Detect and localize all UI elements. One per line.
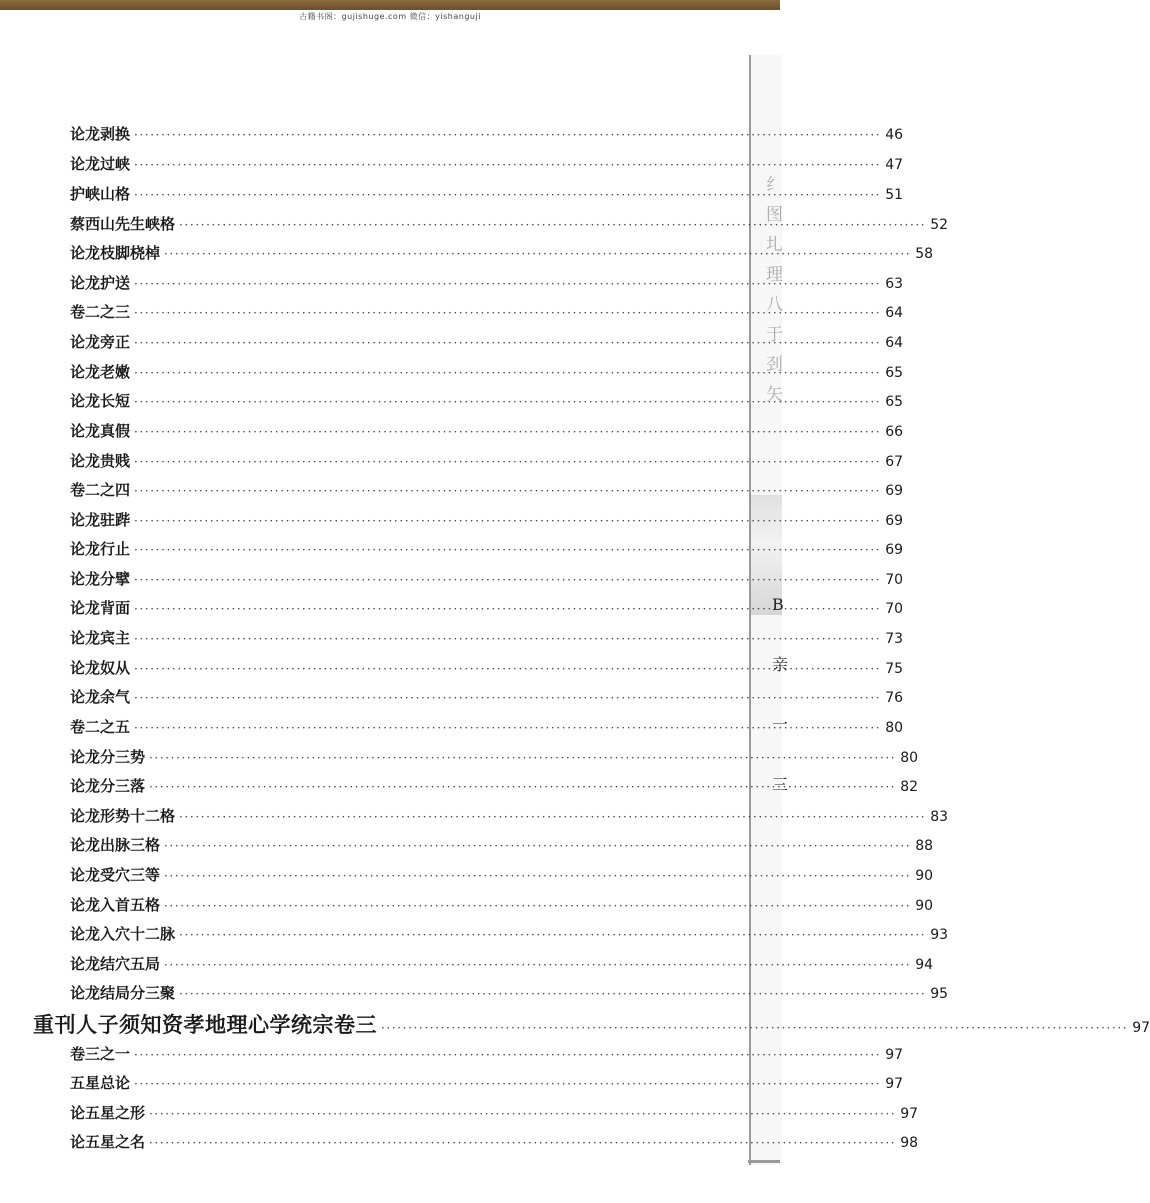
toc-entry[interactable] xyxy=(70,387,904,416)
toc-volume-heading[interactable] xyxy=(33,1010,1150,1039)
toc-leader-dots xyxy=(134,625,881,654)
toc-entry[interactable] xyxy=(70,447,904,476)
toc-page-number: 63 xyxy=(885,276,904,292)
toc-page-number: 98 xyxy=(900,1135,919,1151)
toc-page-number: 70 xyxy=(885,601,904,617)
toc-entry[interactable] xyxy=(70,565,904,594)
toc-page-number: 70 xyxy=(885,572,904,588)
toc-entry[interactable] xyxy=(70,802,949,831)
toc-entry[interactable] xyxy=(70,920,949,949)
toc-leader-dots xyxy=(134,1070,881,1099)
toc-page-number: 95 xyxy=(930,986,949,1002)
toc-leader-dots xyxy=(134,270,881,299)
toc-label: 论五星之形 xyxy=(70,1104,146,1122)
toc-page-number: 65 xyxy=(885,365,904,381)
toc-leader-dots xyxy=(179,980,926,1009)
toc-label: 论龙旁正 xyxy=(70,333,131,351)
toc-section-heading[interactable] xyxy=(70,298,904,327)
toc-label: 重刊人子须知资孝地理心学统宗卷三 xyxy=(33,1012,377,1037)
toc-label: 卷二之五 xyxy=(70,718,131,736)
toc-entry[interactable] xyxy=(70,150,904,179)
toc-entry[interactable] xyxy=(70,269,904,298)
toc-page-number: 75 xyxy=(885,661,904,677)
toc-page-number: 76 xyxy=(885,690,904,706)
toc-leader-dots xyxy=(381,1014,1128,1043)
toc-label: 论龙贵贱 xyxy=(70,452,131,470)
toc-label: 论龙行止 xyxy=(70,540,131,558)
toc-label: 论龙分擘 xyxy=(70,570,131,588)
fragment-char: 刭 xyxy=(766,355,783,375)
fragment-char: 一 xyxy=(772,715,789,734)
toc-label: 五星总论 xyxy=(70,1074,131,1092)
fragment-char: 矢 xyxy=(766,385,783,405)
adjacent-page-bottom-line xyxy=(748,1160,780,1163)
toc-page-number: 97 xyxy=(885,1047,904,1063)
toc-page-number: 93 xyxy=(930,927,949,943)
toc-label: 论龙真假 xyxy=(70,422,131,440)
toc-leader-dots xyxy=(179,803,926,832)
toc-page-number: 69 xyxy=(885,513,904,529)
toc-page-number: 82 xyxy=(900,779,919,795)
toc-page-number: 67 xyxy=(885,454,904,470)
toc-label: 论龙余气 xyxy=(70,688,131,706)
toc-page-number: 90 xyxy=(915,898,934,914)
toc-label: 论龙受穴三等 xyxy=(70,866,161,884)
toc-leader-dots xyxy=(134,684,881,713)
toc-entry[interactable] xyxy=(70,624,904,653)
toc-entry[interactable] xyxy=(70,506,904,535)
toc-label: 论龙结穴五局 xyxy=(70,955,161,973)
toc-leader-dots xyxy=(134,121,881,150)
toc-page-number: 65 xyxy=(885,394,904,410)
toc-leader-dots xyxy=(134,477,881,506)
toc-entry[interactable] xyxy=(70,683,904,712)
toc-leader-dots xyxy=(134,181,881,210)
toc-leader-dots xyxy=(134,1041,881,1070)
toc-label: 论龙奴从 xyxy=(70,659,131,677)
toc-leader-dots xyxy=(149,744,896,773)
toc-label: 论龙过峡 xyxy=(70,155,131,173)
toc-label: 论龙宾主 xyxy=(70,629,131,647)
toc-label: 论龙长短 xyxy=(70,392,131,410)
toc-page-number: 52 xyxy=(930,217,949,233)
toc-entry[interactable] xyxy=(70,180,904,209)
toc-section-heading[interactable] xyxy=(70,1040,904,1069)
fragment-char: 亲 xyxy=(772,655,789,674)
toc-entry[interactable] xyxy=(70,328,904,357)
toc-leader-dots xyxy=(149,1129,896,1158)
toc-leader-dots xyxy=(134,595,881,624)
fragment-char: 于 xyxy=(766,325,783,345)
toc-leader-dots xyxy=(134,359,881,388)
toc-label: 论龙分三落 xyxy=(70,777,146,795)
toc-entry[interactable] xyxy=(70,831,934,860)
toc-page-number: 73 xyxy=(885,631,904,647)
toc-entry[interactable] xyxy=(70,1069,904,1098)
top-decorative-bar xyxy=(0,0,780,10)
fragment-char: 三 xyxy=(772,775,789,794)
toc-leader-dots xyxy=(134,714,881,743)
toc-label: 论五星之名 xyxy=(70,1133,146,1151)
toc-label: 论龙形势十二格 xyxy=(70,807,176,825)
toc-page-number: 94 xyxy=(915,957,934,973)
toc-page-number: 88 xyxy=(915,838,934,854)
toc-label: 论龙结局分三聚 xyxy=(70,984,176,1002)
toc-page-number: 64 xyxy=(885,305,904,321)
toc-page-number: 66 xyxy=(885,424,904,440)
toc-leader-dots xyxy=(164,832,911,861)
toc-leader-dots xyxy=(134,655,881,684)
toc-entry[interactable] xyxy=(70,239,934,268)
toc-leader-dots xyxy=(134,507,881,536)
toc-page-number: 51 xyxy=(885,187,904,203)
toc-label: 论龙出脉三格 xyxy=(70,836,161,854)
toc-page-number: 58 xyxy=(915,246,934,262)
toc-entry[interactable] xyxy=(70,417,904,446)
toc-label: 蔡西山先生峡格 xyxy=(70,215,176,233)
toc-label: 卷二之四 xyxy=(70,481,131,499)
toc-page-number: 90 xyxy=(915,868,934,884)
toc-page-number: 80 xyxy=(885,720,904,736)
toc-entry[interactable] xyxy=(70,743,919,772)
toc-entry[interactable] xyxy=(70,1128,919,1157)
fragment-char: 圠 xyxy=(766,235,783,255)
toc-entry[interactable] xyxy=(70,120,904,149)
toc-page-number: 64 xyxy=(885,335,904,351)
toc-entry[interactable] xyxy=(70,772,919,801)
toc-leader-dots xyxy=(164,862,911,891)
toc-entry[interactable] xyxy=(70,1099,919,1128)
toc-entry[interactable] xyxy=(70,210,949,239)
toc-leader-dots xyxy=(134,418,881,447)
toc-page-number: 46 xyxy=(885,127,904,143)
toc-label: 论龙分三势 xyxy=(70,748,146,766)
fragment-char: 纟 xyxy=(766,175,783,195)
toc-label: 护峡山格 xyxy=(70,185,131,203)
toc-label: 论龙背面 xyxy=(70,599,131,617)
toc-leader-dots xyxy=(134,448,881,477)
toc-entry[interactable] xyxy=(70,891,934,920)
toc-page-number: 69 xyxy=(885,542,904,558)
toc-label: 卷三之一 xyxy=(70,1045,131,1063)
fragment-char: 理 xyxy=(766,265,783,285)
toc-label: 论龙入首五格 xyxy=(70,896,161,914)
toc-leader-dots xyxy=(164,951,911,980)
toc-label: 论龙入穴十二脉 xyxy=(70,925,176,943)
toc-leader-dots xyxy=(164,892,911,921)
toc-entry[interactable] xyxy=(70,979,949,1008)
toc-label: 论龙老嫩 xyxy=(70,363,131,381)
toc-page-number: 47 xyxy=(885,157,904,173)
toc-entry[interactable] xyxy=(70,358,904,387)
toc-page-number: 97 xyxy=(1132,1020,1150,1036)
toc-entry[interactable] xyxy=(70,535,904,564)
watermark-text: 古籍书阁：gujishuge.com 微信：yishanguji xyxy=(299,12,481,21)
toc-leader-dots xyxy=(134,299,881,328)
toc-leader-dots xyxy=(149,773,896,802)
toc-page-number: 97 xyxy=(900,1106,919,1122)
toc-page-number: 97 xyxy=(885,1076,904,1092)
toc-leader-dots xyxy=(149,1100,896,1129)
toc-page-number: 83 xyxy=(930,809,949,825)
toc-entry[interactable] xyxy=(70,950,934,979)
toc-entry[interactable] xyxy=(70,594,904,623)
toc-entry[interactable] xyxy=(70,654,904,683)
toc-label: 论龙护送 xyxy=(70,274,131,292)
fragment-char: 八 xyxy=(766,295,783,315)
toc-section-heading[interactable] xyxy=(70,476,904,505)
toc-leader-dots xyxy=(134,536,881,565)
toc-leader-dots xyxy=(134,329,881,358)
toc-label: 论龙枝脚桡棹 xyxy=(70,244,161,262)
toc-leader-dots xyxy=(134,151,881,180)
toc-leader-dots xyxy=(134,388,881,417)
toc-label: 卷二之三 xyxy=(70,303,131,321)
fragment-char: 图 xyxy=(766,205,783,225)
toc-leader-dots xyxy=(134,566,881,595)
fragment-char: B xyxy=(772,595,784,614)
toc-page-number: 69 xyxy=(885,483,904,499)
toc-leader-dots xyxy=(179,211,926,240)
toc-label: 论龙剥换 xyxy=(70,125,131,143)
toc-section-heading[interactable] xyxy=(70,713,904,742)
toc-leader-dots xyxy=(179,921,926,950)
toc-entry[interactable] xyxy=(70,861,934,890)
toc-page-number: 80 xyxy=(900,750,919,766)
toc-label: 论龙驻跸 xyxy=(70,511,131,529)
toc-leader-dots xyxy=(164,240,911,269)
